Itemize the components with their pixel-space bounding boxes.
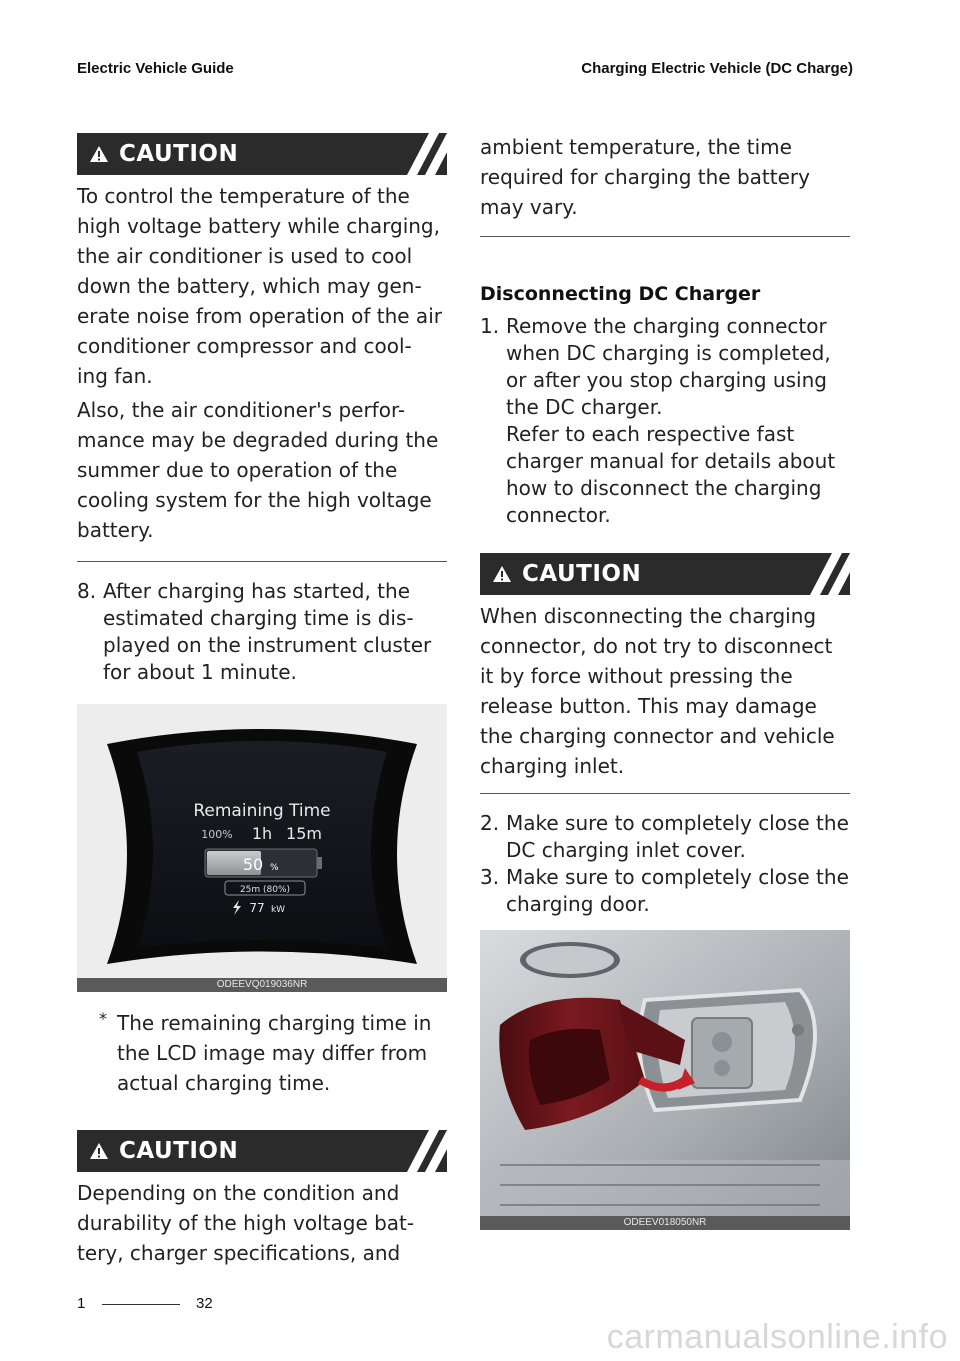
step-text: Make sure to completely close the charging door. <box>506 865 849 916</box>
caution-text: When disconnecting the charging connector, do not try to disconnect it by force without pressing the release button. This may damage the charging connector and vehicle charging inlet. <box>480 604 835 778</box>
step-number: 2. <box>480 811 500 835</box>
charging-port-photo <box>480 930 850 1230</box>
left-column <box>77 133 447 1268</box>
step-text: After charging has started, the estimated charging time is dis- played on the instrument cluster for about 1 minute. <box>103 579 432 684</box>
caution-text: Also, the air conditioner's perfor- mance may be degraded during the summer due to operation of the cooling system for the high voltage battery. <box>77 398 439 542</box>
step-1 <box>480 313 850 529</box>
caution-text: Depending on the condition and durability of the high voltage bat- tery, charger specifications, and <box>77 1181 415 1265</box>
figure-caption: ODEEVQ019036NR <box>77 978 447 992</box>
cluster-charge-pct: 50 <box>242 855 264 874</box>
figure-caption: ODEEV018050NR <box>480 1216 850 1230</box>
caution-banner <box>480 553 850 595</box>
cluster-eighty: 25m (80%) <box>239 885 291 895</box>
divider <box>480 236 850 237</box>
stripes-decoration <box>387 1130 447 1172</box>
footnote-text: The remaining charging time in the LCD image may differ from actual charging time. <box>117 1011 432 1095</box>
cluster-title: Remaining Time <box>193 801 331 821</box>
running-header-right: Charging Electric Vehicle (DC Charge) <box>581 60 853 77</box>
right-column <box>480 133 850 1230</box>
caution-text: To control the temperature of the high voltage battery while charging, the air conditioner is used to cool down the battery, which may gen- erate noise from operation of the air conditioner compressor and cool- ing fan. <box>77 184 442 388</box>
step-3 <box>480 864 850 918</box>
watermark: carmanualsonline.info <box>606 1318 948 1356</box>
caution-title: CAUTION <box>119 141 239 167</box>
footer-rule <box>102 1304 180 1305</box>
cluster-full-label: 100% <box>201 828 233 841</box>
footnote-star: * <box>99 1009 107 1028</box>
cluster-power-unit: kW <box>270 905 286 915</box>
step-number: 3. <box>480 865 500 889</box>
cluster-figure <box>77 704 447 992</box>
cluster-hours: 1h <box>251 824 273 843</box>
stripes-decoration <box>387 133 447 175</box>
stripes-decoration <box>790 553 850 595</box>
step-text: Remove the charging connector when DC charging is completed, or after you stop charging using the DC charger. <box>506 314 831 419</box>
caution-banner <box>77 133 447 175</box>
step-text: Make sure to completely close the DC charging inlet cover. <box>506 811 849 862</box>
charging-port-figure <box>480 930 850 1230</box>
warning-icon <box>89 1142 109 1160</box>
caution-title: CAUTION <box>119 1138 239 1164</box>
running-header-left: Electric Vehicle Guide <box>77 60 234 77</box>
step-number: 8. <box>77 579 97 603</box>
chapter-number: 1 <box>77 1295 86 1312</box>
caution-title: CAUTION <box>522 561 642 587</box>
step-text-2: Refer to each respective fast charger manual for details about how to disconnect the charging connector. <box>506 422 836 527</box>
divider <box>77 561 447 562</box>
cluster-power: 77 <box>249 901 265 915</box>
divider <box>480 793 850 794</box>
warning-icon <box>492 565 512 583</box>
cluster-pct-sign: % <box>270 863 279 873</box>
step-number: 1. <box>480 314 500 338</box>
instrument-cluster-image <box>77 704 447 992</box>
step-8 <box>77 578 447 686</box>
footnote <box>77 1008 447 1098</box>
caution-continued-text: ambient temperature, the time required for charging the battery may vary. <box>480 135 810 219</box>
step-2 <box>480 810 850 864</box>
cluster-minutes: 15m <box>286 824 322 843</box>
caution-banner <box>77 1130 447 1172</box>
section-heading: Disconnecting DC Charger <box>480 283 761 305</box>
page-number: 32 <box>196 1295 213 1312</box>
warning-icon <box>89 145 109 163</box>
